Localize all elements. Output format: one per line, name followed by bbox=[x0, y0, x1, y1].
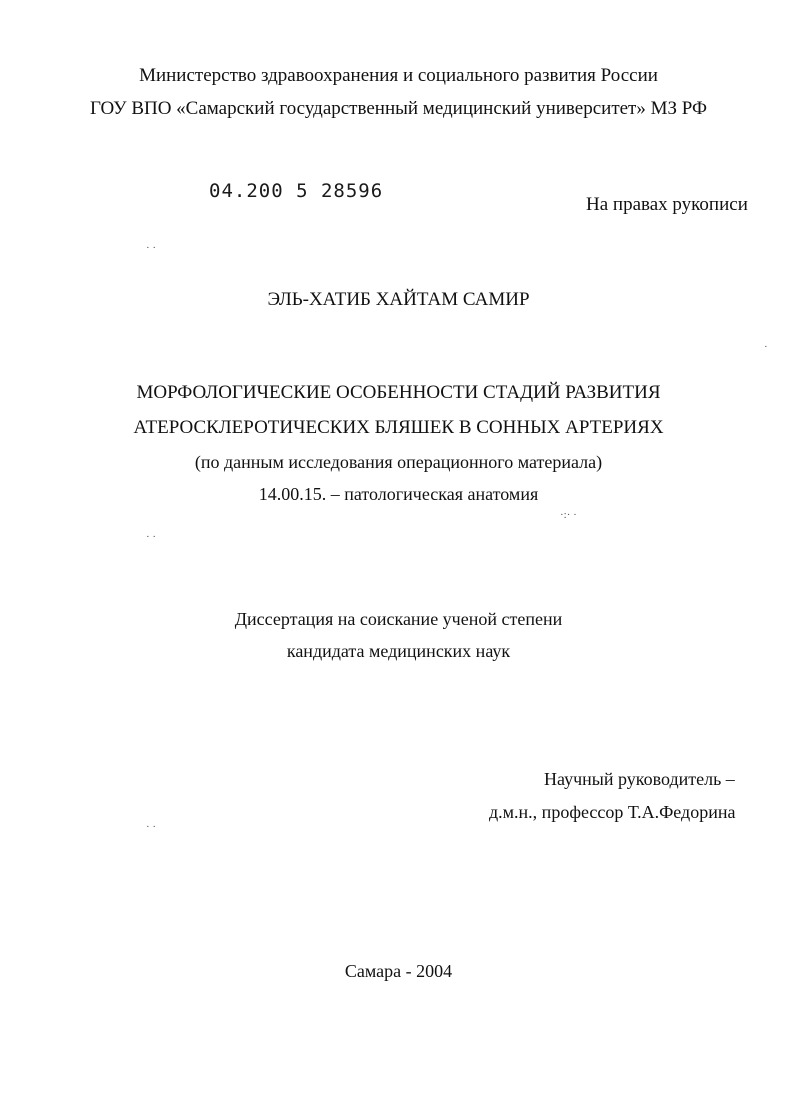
manuscript-note: На правах рукописи bbox=[586, 194, 748, 215]
scan-speck: ·:· · bbox=[560, 509, 577, 521]
title-line-1: МОРФОЛОГИЧЕСКИЕ ОСОБЕННОСТИ СТАДИЙ РАЗВИТИЯ bbox=[136, 382, 661, 403]
supervisor-name: д.м.н., профессор Т.А.Федорина bbox=[489, 802, 736, 822]
specialty-code: 14.00.15. – патологическая анатомия bbox=[258, 484, 539, 504]
supervisor-label: Научный руководитель – bbox=[544, 769, 735, 789]
ministry-line: Министерство здравоохранения и социального развития России bbox=[139, 65, 658, 86]
degree-line-1: Диссертация на соискание ученой степени bbox=[234, 609, 563, 629]
university-line: ГОУ ВПО «Самарский государственный медицинский университет» МЗ РФ bbox=[89, 98, 708, 119]
scan-speck: · · bbox=[146, 531, 157, 543]
scan-speck: · · bbox=[146, 242, 157, 254]
registration-stamp: 04.200 5 28596 bbox=[209, 180, 384, 202]
place-year: Самара - 2004 bbox=[344, 961, 453, 981]
title-subtitle: (по данным исследования операционного материала) bbox=[194, 452, 603, 472]
degree-line-2: кандидата медицинских наук bbox=[286, 641, 511, 661]
author-name: ЭЛЬ-ХАТИБ ХАЙТАМ САМИР bbox=[267, 289, 530, 310]
scan-speck: · bbox=[764, 341, 768, 353]
scan-speck: · · bbox=[146, 821, 157, 833]
title-line-2: АТЕРОСКЛЕРОТИЧЕСКИХ БЛЯШЕК В СОННЫХ АРТЕРИЯХ bbox=[133, 417, 664, 438]
